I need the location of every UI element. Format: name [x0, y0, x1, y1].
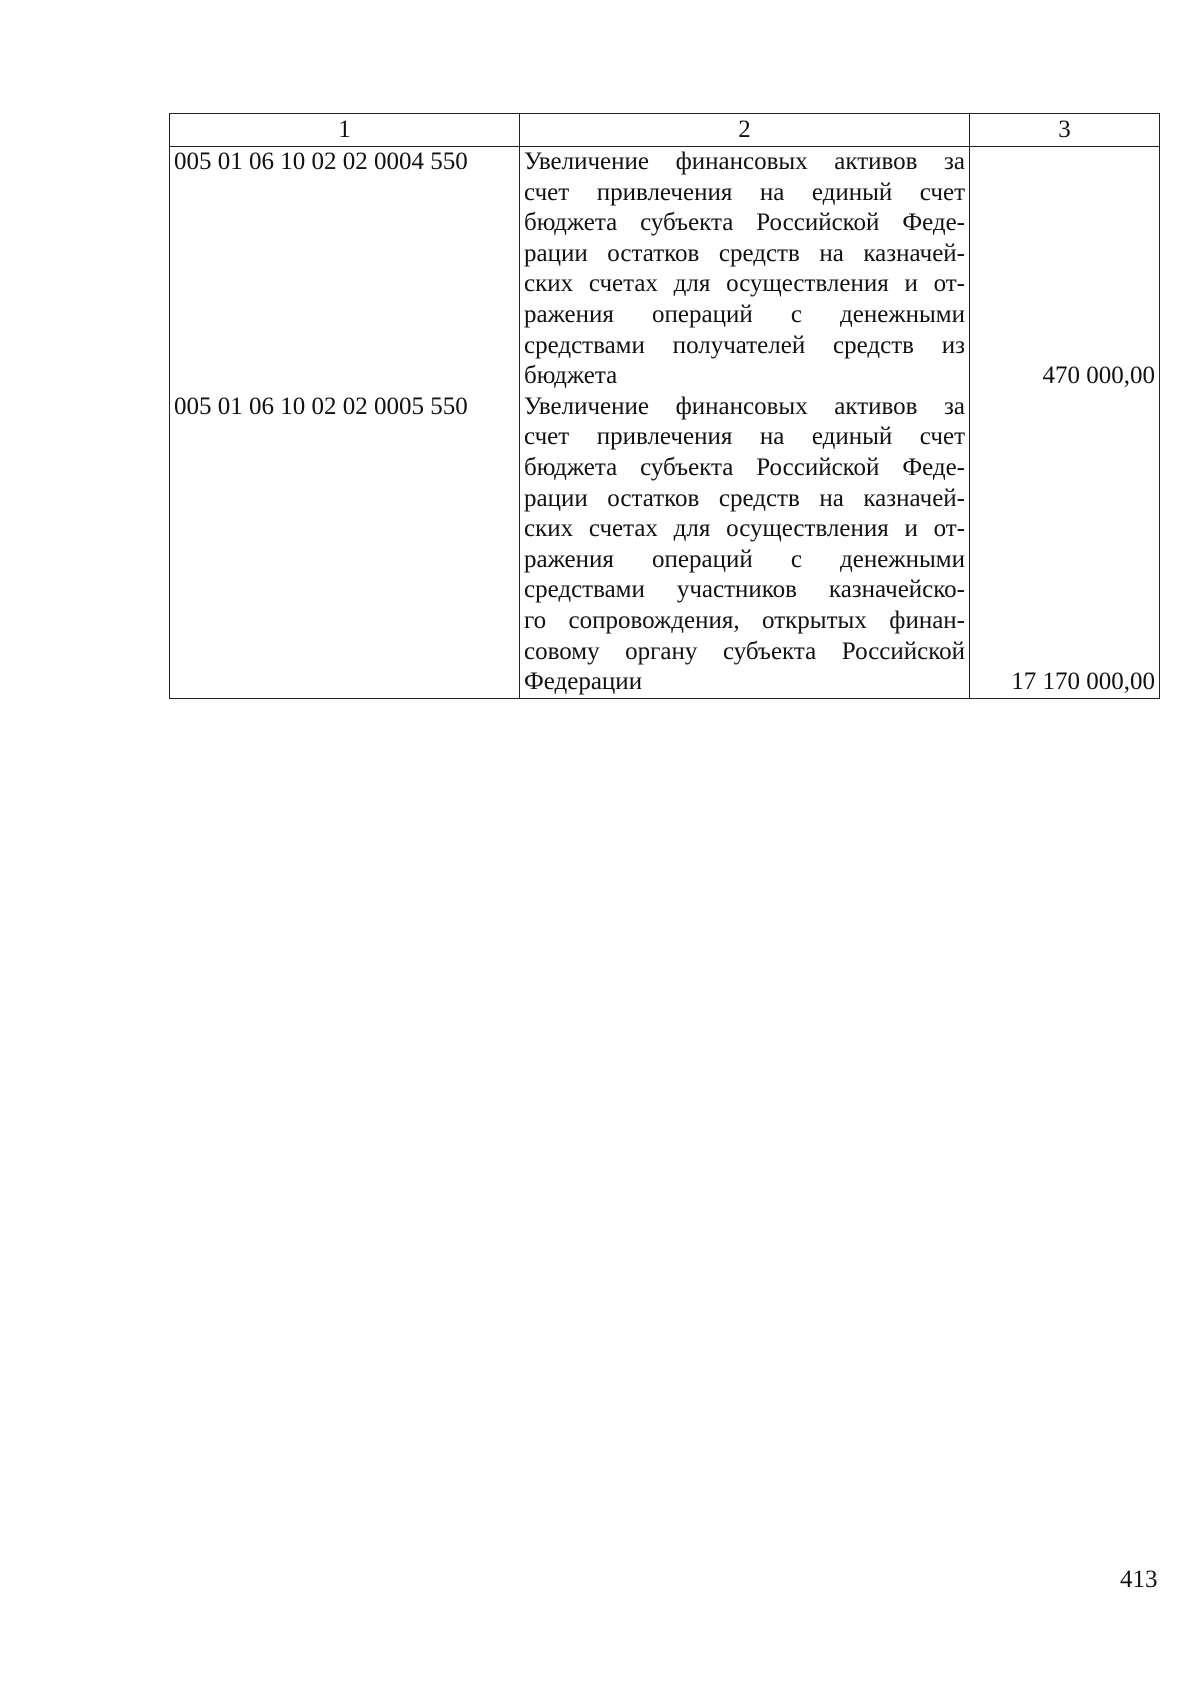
- description-line: Федерации: [524, 668, 643, 696]
- description-line: бюджета субъекта Российской Феде-: [524, 209, 965, 237]
- description-line: совому органу субъекта Российской: [524, 637, 965, 665]
- description-cell: [520, 147, 970, 392]
- description-line: ских счетах для осуществления и от-: [524, 270, 965, 298]
- budget-code-cell: 005 01 06 10 02 02 0004 550: [170, 147, 520, 392]
- description-line: счет привлечения на единый счет: [524, 178, 965, 206]
- description-line: Увеличение финансовых активов за: [524, 148, 965, 175]
- column-header-amount: 3: [970, 114, 1160, 147]
- table-row: [170, 392, 1160, 698]
- page-number: 413: [1120, 1566, 1158, 1593]
- description-line: ских счетах для осуществления и от-: [524, 515, 965, 543]
- budget-code-cell: 005 01 06 10 02 02 0005 550: [170, 392, 520, 698]
- amount-cell: 17 170 000,00: [970, 392, 1160, 698]
- table-row: [170, 147, 1160, 392]
- description-line: рации остатков средств на казначей-: [524, 239, 965, 267]
- description-line: Увеличение финансовых активов за: [524, 392, 965, 420]
- column-header-code: 1: [170, 114, 520, 147]
- description-line: го сопровождения, открытых финан-: [524, 606, 965, 634]
- description-line: средствами получателей средств из: [524, 331, 965, 359]
- description-line: бюджета: [524, 362, 618, 390]
- description-line: средствами участников казначейско-: [524, 576, 965, 604]
- description-line: бюджета субъекта Российской Феде-: [524, 453, 965, 481]
- description-line: счет привлечения на единый счет: [524, 423, 965, 451]
- description-line: ражения операций с денежными: [524, 300, 965, 328]
- budget-sources-table: [169, 113, 1160, 699]
- description-line: рации остатков средств на казначей-: [524, 484, 965, 512]
- amount-cell: 470 000,00: [970, 147, 1160, 392]
- column-header-description: 2: [520, 114, 970, 147]
- table-header-row: [170, 114, 1160, 147]
- description-line: ражения операций с денежными: [524, 545, 965, 573]
- description-cell: [520, 392, 970, 698]
